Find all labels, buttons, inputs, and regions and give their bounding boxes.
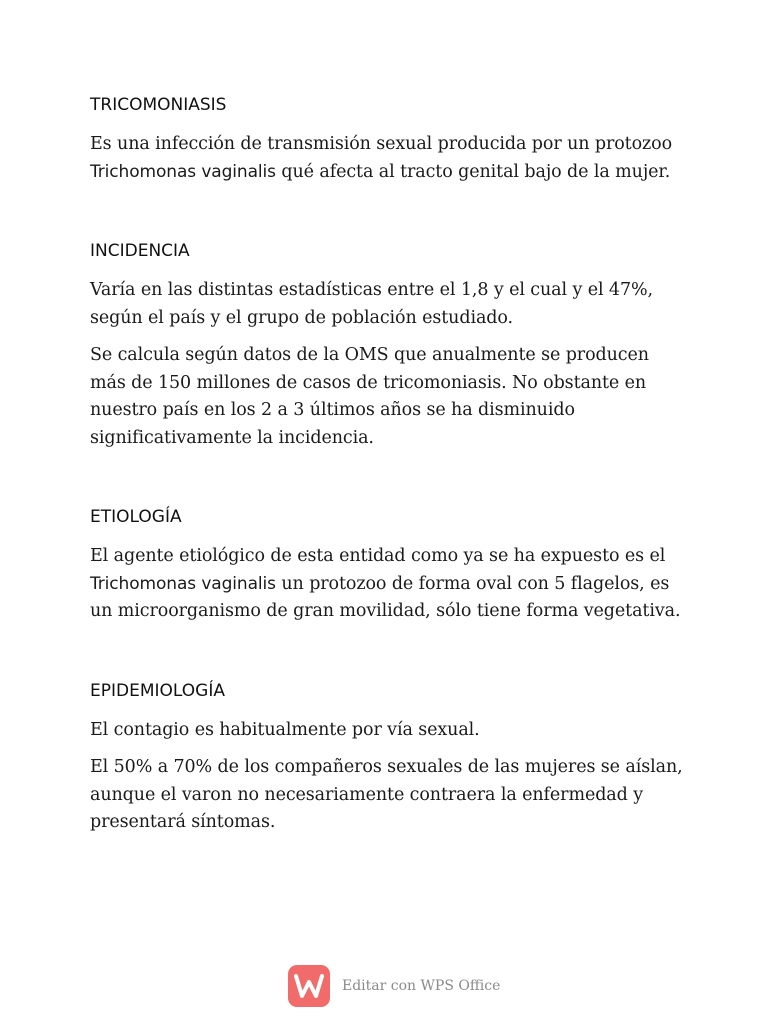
heading-incidencia: INCIDENCIA	[90, 241, 190, 261]
organism-name: Trichomonas vaginalis	[90, 161, 276, 182]
heading-etiologia: ETIOLOGÍA	[90, 507, 182, 527]
wps-office-logo-icon	[288, 965, 330, 1007]
heading-tricomoniasis: TRICOMONIASIS	[90, 95, 227, 115]
text-span: El agente etiológico de esta entidad como ya se ha expuesto es el	[90, 546, 666, 566]
paragraph-definition	[90, 131, 690, 186]
organism-name: Trichomonas vaginalis	[90, 573, 276, 594]
paragraph-epidemiology-1: El contagio es habitualmente por vía sexual.	[90, 719, 480, 740]
paragraph-epidemiology-2: El 50% a 70% de los compañeros sexuales de las mujeres se aíslan, aunque el varon no necesariamente contraera la enfermedad y presentará síntomas.	[90, 757, 683, 832]
edit-with-wps-label: Editar con WPS Office	[342, 978, 501, 994]
text-span: Es una infección de transmisión sexual producida por un protozoo	[90, 134, 673, 154]
paragraph-etiology	[90, 543, 690, 626]
paragraph-incidence-1: Varía en las distintas estadísticas entre el 1,8 y el cual y el 47%, según el país y el grupo de población estudiado.	[90, 280, 653, 328]
paragraph-incidence-2: Se calcula según datos de la OMS que anualmente se producen más de 150 millones de casos de tricomoniasis. No obstante en nuestro país en los 2 a 3 últimos años se ha disminuido significativamente la incidencia.	[90, 345, 649, 448]
text-span: qué afecta al tracto genital bajo de la mujer.	[275, 161, 671, 182]
heading-epidemiologia: EPIDEMIOLOGÍA	[90, 680, 225, 701]
edit-with-wps-button[interactable]	[288, 964, 500, 1008]
document-page	[90, 92, 690, 847]
text-span: un protozoo de forma oval con 5 flagelos, es un microorganismo de gran movilidad, sólo tiene forma vegetativa.	[90, 573, 681, 621]
